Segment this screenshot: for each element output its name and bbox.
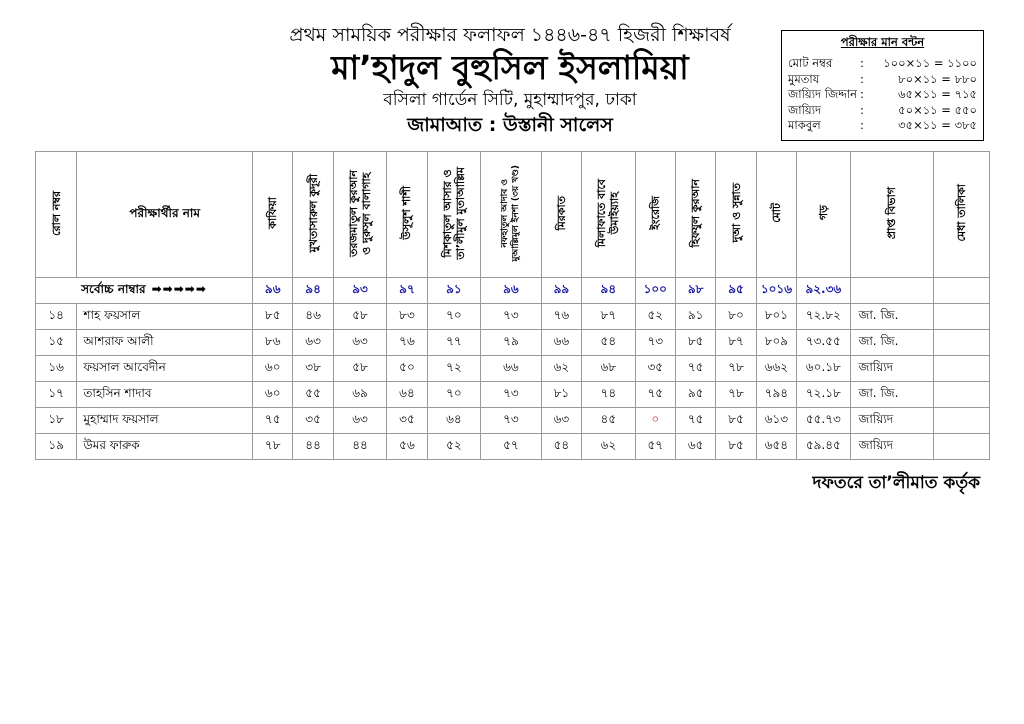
grade-box-title: পরীক্ষার মান বন্টন (840, 35, 925, 49)
max-average-cell: ৯২.৩৬ (797, 278, 851, 304)
header-grade: প্রাপ্ত বিভাগ (850, 152, 934, 278)
score-cell: ৮৭ (582, 304, 636, 330)
student-name-cell: উমর ফারুক (77, 434, 253, 460)
roll-cell: ১৬ (36, 356, 77, 382)
header-roll: রোল নম্বর (36, 152, 77, 278)
score-cell: ৭৪ (582, 382, 636, 408)
total-cell: ৬৬২ (756, 356, 796, 382)
grade-cell: জা. জি. (850, 330, 934, 356)
max-score-cell: ৯৫ (716, 278, 756, 304)
score-cell: ৫৭ (481, 434, 542, 460)
score-cell: ৭৩ (481, 382, 542, 408)
score-cell: ৬৪ (387, 382, 427, 408)
total-cell: ৭৯৪ (756, 382, 796, 408)
document-header (240, 22, 780, 138)
header-subject: মিশকাতুল আসার ও তা’লীমুল মুতাআল্লিম (427, 152, 481, 278)
roll-cell: ১৮ (36, 408, 77, 434)
table-row (36, 356, 990, 382)
arrow-icons: ➡➡➡➡➡ (151, 281, 207, 296)
score-cell: ৫২ (635, 304, 675, 330)
table-row (36, 304, 990, 330)
score-cell: ৬৮ (582, 356, 636, 382)
score-cell: ৫৪ (541, 434, 581, 460)
max-score-cell: ৯৮ (675, 278, 715, 304)
max-score-cell: ১০০ (635, 278, 675, 304)
max-score-cell: ৯৩ (333, 278, 387, 304)
grade-box-value: ৬৫×১১ = ৭১৫ (898, 87, 977, 101)
max-score-cell: ৯৪ (293, 278, 333, 304)
score-cell: ৬৩ (333, 330, 387, 356)
merit-cell (934, 434, 990, 460)
score-cell: ৭৩ (635, 330, 675, 356)
score-cell: ০ (635, 408, 675, 434)
max-score-cell: ৯৬ (253, 278, 293, 304)
grade-box-colon: : (860, 102, 864, 117)
score-cell: ৭৮ (716, 382, 756, 408)
score-cell: ৫৮ (333, 304, 387, 330)
grade-box-label: মুমতায (788, 71, 820, 86)
table-row (36, 408, 990, 434)
score-cell: ৪৪ (333, 434, 387, 460)
score-cell: ৭০ (427, 304, 481, 330)
header-subject: ইংরেজি (635, 152, 675, 278)
score-cell: ৮৭ (716, 330, 756, 356)
score-cell: ৮৫ (675, 330, 715, 356)
results-table (35, 151, 990, 460)
score-cell: ৬০ (253, 356, 293, 382)
max-grade-cell (850, 278, 934, 304)
grade-cell: জা. জি. (850, 304, 934, 330)
score-cell: ৮৫ (716, 408, 756, 434)
score-cell: ৮৩ (387, 304, 427, 330)
grade-box-label: মাকবুল (788, 118, 821, 132)
header-subject: মিলাফাতে বাবে উমাইয়্যাহ (582, 152, 636, 278)
table-row (36, 382, 990, 408)
score-cell: ৬৩ (333, 408, 387, 434)
table-row (36, 330, 990, 356)
average-cell: ৫৯.৪৫ (797, 434, 851, 460)
roll-cell: ১৭ (36, 382, 77, 408)
grade-box-value: ৩৫×১১ = ৩৮৫ (898, 118, 977, 132)
score-cell: ৪৫ (582, 408, 636, 434)
grade-box-label: জায়্যিদ (788, 102, 822, 117)
average-cell: ৭২.৮২ (797, 304, 851, 330)
score-cell: ৫৫ (293, 382, 333, 408)
max-score-cell: ৯৬ (481, 278, 542, 304)
grade-box-rows (788, 56, 977, 134)
score-cell: ৬৯ (333, 382, 387, 408)
header-name: পরীক্ষার্থীর নাম (77, 152, 253, 278)
student-name-cell: ফয়সাল আবেদীন (77, 356, 253, 382)
score-cell: ৬৬ (541, 330, 581, 356)
max-score-row (36, 278, 990, 304)
score-cell: ৬৩ (541, 408, 581, 434)
grade-box-colon: : (860, 71, 864, 86)
score-cell: ৬৬ (481, 356, 542, 382)
score-cell: ৭৫ (635, 382, 675, 408)
header-subject: উসূলুশ শাশী (387, 152, 427, 278)
score-cell: ৮০ (716, 304, 756, 330)
grade-cell: জায়্যিদ (850, 434, 934, 460)
score-cell: ৭৯ (481, 330, 542, 356)
score-cell: ৬০ (253, 382, 293, 408)
score-cell: ৮১ (541, 382, 581, 408)
score-cell: ৬৫ (675, 434, 715, 460)
grade-cell: জা. জি. (850, 382, 934, 408)
header-subject: কাফিয়া (253, 152, 293, 278)
grade-distribution-box (781, 30, 984, 141)
score-cell: ৭০ (427, 382, 481, 408)
average-cell: ৭৩.৫৫ (797, 330, 851, 356)
grade-box-row (788, 87, 977, 103)
score-cell: ৫৭ (635, 434, 675, 460)
max-score-cell: ৯১ (427, 278, 481, 304)
merit-cell (934, 382, 990, 408)
score-cell: ৫৮ (333, 356, 387, 382)
header-subject: হিফযুল কুরআন (675, 152, 715, 278)
score-cell: ৩৫ (293, 408, 333, 434)
header-subject: মিরকাত (541, 152, 581, 278)
exam-title-line: প্রথম সাময়িক পরীক্ষার ফলাফল ১৪৪৬-৪৭ হিজরী শিক্ষাবর্ষ (289, 24, 731, 46)
grade-box-row (788, 103, 977, 119)
merit-cell (934, 356, 990, 382)
score-cell: ৮৫ (253, 304, 293, 330)
score-cell: ৭৭ (427, 330, 481, 356)
issuer-signature: দফতরে তা’লীমাত কর্তৃক (812, 473, 980, 493)
header-subject: নফহাতুল আদাব ও মুআল্লিমুল ইনশা (৩য় খণ্ড) (481, 152, 542, 278)
score-cell: ৬২ (582, 434, 636, 460)
score-cell: ৭৩ (481, 408, 542, 434)
total-cell: ৮০১ (756, 304, 796, 330)
grade-box-value: ১০০×১১ = ১১০০ (883, 56, 977, 70)
score-cell: ৬৩ (293, 330, 333, 356)
grade-box-value: ৮০×১১ = ৮৮০ (898, 71, 977, 86)
grade-cell: জায়্যিদ (850, 408, 934, 434)
header-merit: মেধা তালিকা (934, 152, 990, 278)
merit-cell (934, 408, 990, 434)
grade-box-colon: : (860, 87, 864, 101)
max-score-cell: ৯৭ (387, 278, 427, 304)
score-cell: ৭৬ (387, 330, 427, 356)
score-cell: ৭৮ (716, 356, 756, 382)
max-score-cell: ৯৪ (582, 278, 636, 304)
average-cell: ৫৫.৭৩ (797, 408, 851, 434)
score-cell: ৮৫ (716, 434, 756, 460)
header-average: গড় (797, 152, 851, 278)
score-cell: ৭৩ (481, 304, 542, 330)
grade-box-colon: : (860, 56, 864, 70)
score-cell: ৭৫ (675, 408, 715, 434)
grade-box-row (788, 118, 977, 134)
grade-box-label: মোট নম্বর (788, 56, 833, 70)
merit-cell (934, 330, 990, 356)
score-cell: ৬২ (541, 356, 581, 382)
score-cell: ৭৫ (675, 356, 715, 382)
score-cell: ৭২ (427, 356, 481, 382)
roll-cell: ১৯ (36, 434, 77, 460)
header-subject: দুআ ও সুন্নাত (716, 152, 756, 278)
score-cell: ৭৬ (541, 304, 581, 330)
average-cell: ৭২.১৮ (797, 382, 851, 408)
max-score-cell: ৯৯ (541, 278, 581, 304)
table-header-row (36, 152, 990, 278)
average-cell: ৬০.১৮ (797, 356, 851, 382)
total-cell: ৬৫৪ (756, 434, 796, 460)
institution-address: বসিলা গার্ডেন সিটি, মুহাম্মাদপুর, ঢাকা (383, 90, 637, 110)
student-name-cell: শাহ ফয়সাল (77, 304, 253, 330)
grade-cell: জায়্যিদ (850, 356, 934, 382)
score-cell: ৩৫ (387, 408, 427, 434)
student-name-cell: আশরাফ আলী (77, 330, 253, 356)
score-cell: ৪৪ (293, 434, 333, 460)
score-cell: ৭৮ (253, 434, 293, 460)
score-cell: ৫২ (427, 434, 481, 460)
header-total: মোট (756, 152, 796, 278)
student-name-cell: মুহাম্মাদ ফয়সাল (77, 408, 253, 434)
score-cell: ৯৫ (675, 382, 715, 408)
institution-name: মা’হাদুল বুহুসিল ইসলামিয়া (331, 48, 689, 87)
score-cell: ৩৫ (635, 356, 675, 382)
class-name: জামাআত : উস্তানী সালেস (407, 114, 613, 136)
score-cell: ৭৫ (253, 408, 293, 434)
roll-cell: ১৪ (36, 304, 77, 330)
score-cell: ৬৪ (427, 408, 481, 434)
score-cell: ৩৮ (293, 356, 333, 382)
student-name-cell: তাহসিন শাদাব (77, 382, 253, 408)
score-cell: ৫০ (387, 356, 427, 382)
grade-box-label: জায়্যিদ জিদ্দান (788, 87, 858, 101)
score-cell: ৪৬ (293, 304, 333, 330)
roll-cell: ১৫ (36, 330, 77, 356)
score-cell: ৮৬ (253, 330, 293, 356)
grade-box-row (788, 56, 977, 72)
table-row (36, 434, 990, 460)
grade-box-value: ৫০×১১ = ৫৫০ (898, 102, 977, 117)
score-cell: ৫৬ (387, 434, 427, 460)
max-merit-cell (934, 278, 990, 304)
header-subject: মুখতাসারুল কুদূরী (293, 152, 333, 278)
max-score-label: সর্বোচ্চ নাম্বার ➡➡➡➡➡ (36, 278, 253, 304)
score-cell: ৯১ (675, 304, 715, 330)
score-cell: ৫৪ (582, 330, 636, 356)
grade-box-row (788, 72, 977, 88)
total-cell: ৬১৩ (756, 408, 796, 434)
header-subject: তরজমাতুল কুরআন ও দুরুসুল বালাগাহ (333, 152, 387, 278)
total-cell: ৮০৯ (756, 330, 796, 356)
grade-box-colon: : (860, 118, 864, 132)
merit-cell (934, 304, 990, 330)
max-total-cell: ১০১৬ (756, 278, 796, 304)
